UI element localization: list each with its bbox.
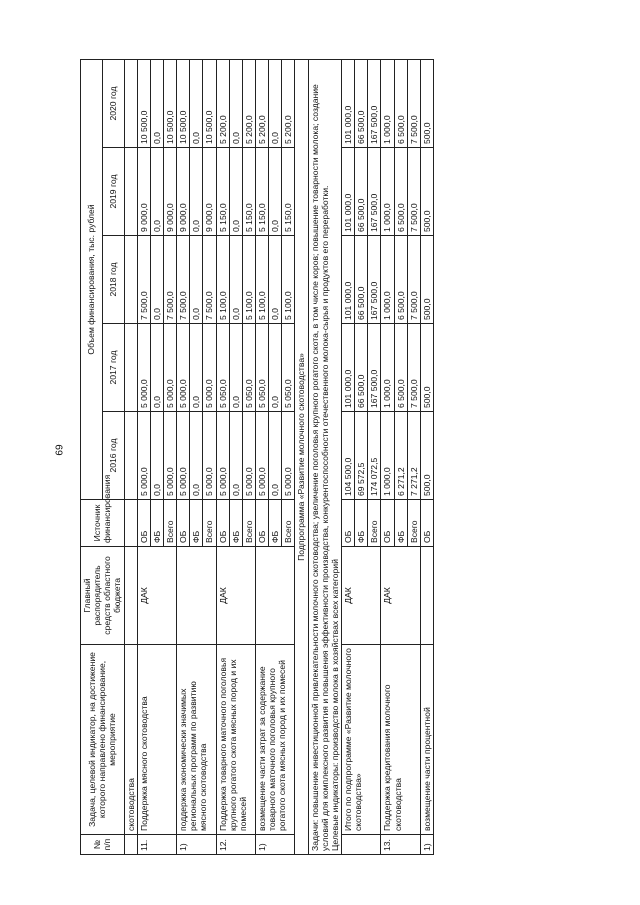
row-value: 1 000,0	[381, 148, 394, 236]
row-source: Всего	[368, 500, 381, 547]
row-value: 0,0	[229, 324, 242, 412]
row-number	[124, 835, 137, 855]
row-value: 5 200,0	[242, 60, 255, 148]
row-source: Всего	[203, 500, 216, 547]
row-value: 0,0	[190, 324, 203, 412]
row-value: 5 000,0	[137, 324, 150, 412]
subprogram-goals	[308, 60, 341, 855]
row-value: 7 500,0	[177, 236, 190, 324]
row-value: 500,0	[420, 412, 433, 500]
row-manager: ДАК	[381, 547, 420, 645]
row-value: 5 000,0	[255, 412, 268, 500]
row-value: 0,0	[150, 324, 163, 412]
row-value: 104 500,0	[341, 412, 354, 500]
row-value: 5 150,0	[216, 148, 229, 236]
row-value: 1 000,0	[381, 412, 394, 500]
row-value: 101 000,0	[341, 148, 354, 236]
table-row	[255, 60, 268, 855]
empty-cell	[124, 412, 137, 500]
row-value: 5 000,0	[282, 412, 295, 500]
header-year: 2017 год	[102, 324, 124, 412]
row-manager	[177, 547, 216, 645]
subprogram-title: Подпрограмма «Развитие молочного скотоводства»	[295, 60, 308, 855]
row-manager: ДАК	[216, 547, 255, 645]
row-value: 0,0	[190, 236, 203, 324]
row-value: 0,0	[190, 60, 203, 148]
row-source: ОБ	[255, 500, 268, 547]
row-value: 5 050,0	[255, 324, 268, 412]
row-value: 0,0	[229, 412, 242, 500]
table-row	[124, 60, 137, 855]
row-value: 5 050,0	[282, 324, 295, 412]
row-value: 7 500,0	[407, 236, 420, 324]
row-value: 101 000,0	[341, 324, 354, 412]
header-manager: Главный распорядитель средств областного бюджета	[81, 547, 125, 645]
row-manager	[420, 547, 433, 645]
row-value: 10 500,0	[163, 60, 176, 148]
subprogram-indicators: Целевые индикаторы: производство молока в хозяйствах всех категорий	[329, 559, 340, 851]
empty-cell	[124, 500, 137, 547]
empty-cell	[124, 148, 137, 236]
row-value: 0,0	[229, 148, 242, 236]
table-row	[137, 60, 150, 855]
table-row	[381, 60, 394, 855]
row-value: 7 271,2	[407, 412, 420, 500]
row-value: 7 500,0	[163, 236, 176, 324]
row-value: 0,0	[150, 236, 163, 324]
row-source: ОБ	[137, 500, 150, 547]
row-value: 5 150,0	[242, 148, 255, 236]
table-body-meat	[124, 60, 295, 855]
row-value: 5 150,0	[282, 148, 295, 236]
row-value: 0,0	[269, 236, 282, 324]
row-number: 11.	[137, 835, 176, 855]
row-source: ОБ	[341, 500, 354, 547]
row-manager: ДАК	[341, 547, 380, 645]
row-value: 5 200,0	[282, 60, 295, 148]
row-value: 0,0	[150, 60, 163, 148]
table-row	[216, 60, 229, 855]
row-value: 9 000,0	[203, 148, 216, 236]
row-value: 500,0	[420, 60, 433, 148]
row-value: 5 050,0	[216, 324, 229, 412]
row-source: ФБ	[229, 500, 242, 547]
row-value: 5 100,0	[255, 236, 268, 324]
header-year: 2018 год	[102, 236, 124, 324]
row-value: 167 500,0	[368, 236, 381, 324]
row-source: ОБ	[381, 500, 394, 547]
row-name: Поддержка кредитования молочного скотоводства	[381, 645, 420, 835]
row-value: 6 500,0	[394, 60, 407, 148]
table-row	[177, 60, 190, 855]
row-value: 7 500,0	[137, 236, 150, 324]
row-name: возмещение части затрат за содержание товарного маточного поголовья крупного рогатого скота мясных пород и их помесей	[255, 645, 294, 835]
row-number	[341, 835, 380, 855]
row-value: 10 500,0	[203, 60, 216, 148]
row-value: 1 000,0	[381, 236, 394, 324]
row-source: ФБ	[190, 500, 203, 547]
header-volume: Объем финансирования, тыс. рублей	[81, 60, 103, 500]
empty-cell	[124, 60, 137, 148]
row-name: Поддержка товарного маточного поголовья крупного рогатого скота мясных пород и их помесей	[216, 645, 255, 835]
table-row	[341, 60, 354, 855]
row-value: 5 000,0	[163, 412, 176, 500]
row-value: 5 200,0	[255, 60, 268, 148]
row-value: 6 500,0	[394, 324, 407, 412]
row-value: 5 000,0	[203, 324, 216, 412]
row-value: 69 572,5	[355, 412, 368, 500]
row-source: ФБ	[269, 500, 282, 547]
row-value: 0,0	[269, 324, 282, 412]
row-name: Итого по подпрограмме «Развитие молочного скотоводства»	[341, 645, 380, 835]
row-value: 9 000,0	[137, 148, 150, 236]
row-value: 0,0	[229, 236, 242, 324]
row-value: 66 500,0	[355, 236, 368, 324]
row-source: ФБ	[355, 500, 368, 547]
row-value: 5 000,0	[216, 412, 229, 500]
row-value: 500,0	[420, 236, 433, 324]
row-source: Всего	[163, 500, 176, 547]
row-name: Поддержка мясного скотоводства	[137, 645, 176, 835]
empty-cell	[124, 236, 137, 324]
row-value: 174 072,5	[368, 412, 381, 500]
row-value: 0,0	[190, 412, 203, 500]
row-source: Всего	[407, 500, 420, 547]
row-value: 10 500,0	[137, 60, 150, 148]
row-manager	[124, 547, 137, 645]
header-year: 2016 год	[102, 412, 124, 500]
row-value: 167 500,0	[368, 60, 381, 148]
row-value: 66 500,0	[355, 148, 368, 236]
row-manager: ДАК	[137, 547, 176, 645]
row-value: 6 500,0	[394, 236, 407, 324]
row-source: ОБ	[177, 500, 190, 547]
page-number: 69	[54, 444, 66, 456]
row-value: 7 500,0	[407, 324, 420, 412]
header-source: Источник финансирования	[81, 500, 125, 547]
row-value: 5 100,0	[216, 236, 229, 324]
row-value: 500,0	[420, 324, 433, 412]
row-value: 66 500,0	[355, 60, 368, 148]
row-value: 9 000,0	[177, 148, 190, 236]
rotated-page	[80, 60, 625, 855]
row-value: 6 271,2	[394, 412, 407, 500]
row-source: ФБ	[394, 500, 407, 547]
row-source: Всего	[282, 500, 295, 547]
row-source: ФБ	[150, 500, 163, 547]
row-value: 5 000,0	[177, 324, 190, 412]
row-value: 10 500,0	[177, 60, 190, 148]
row-value: 66 500,0	[355, 324, 368, 412]
header-no: № п/п	[81, 835, 125, 855]
row-value: 1 000,0	[381, 324, 394, 412]
row-source: ОБ	[216, 500, 229, 547]
row-value: 7 500,0	[407, 148, 420, 236]
row-value: 5 100,0	[242, 236, 255, 324]
row-value: 7 500,0	[407, 60, 420, 148]
row-value: 101 000,0	[341, 236, 354, 324]
subprogram-goal-text: Задачи: повышение инвестиционной привлекательности молочного скотоводства; увеличение поголовья крупного рогатого скота, в том числе коров; повышение товарности молока; создание условий для комплексного развития и повышения эффективности производства, конкурентоспособности отечественного молока-сырья и продуктов его переработки.	[309, 84, 330, 851]
header-task: Задача, целевой индикатор, на достижение которого направлено финансирование, мероприятие	[81, 645, 125, 835]
row-source: Всего	[242, 500, 255, 547]
row-value: 0,0	[150, 412, 163, 500]
empty-cell	[124, 324, 137, 412]
row-value: 0,0	[269, 60, 282, 148]
header-year: 2019 год	[102, 148, 124, 236]
row-value: 5 150,0	[255, 148, 268, 236]
row-value: 0,0	[229, 60, 242, 148]
row-value: 5 000,0	[177, 412, 190, 500]
table-header	[81, 60, 125, 855]
row-value: 500,0	[420, 148, 433, 236]
row-value: 167 500,0	[368, 148, 381, 236]
row-manager	[255, 547, 294, 645]
row-value: 5 100,0	[282, 236, 295, 324]
row-value: 167 500,0	[368, 324, 381, 412]
table-row	[420, 60, 433, 855]
row-name: скотоводства	[124, 645, 137, 835]
financing-table	[80, 59, 434, 855]
row-value: 1 000,0	[381, 60, 394, 148]
row-value: 101 000,0	[341, 60, 354, 148]
row-number: 1)	[255, 835, 294, 855]
row-number: 1)	[177, 835, 216, 855]
row-value: 5 000,0	[203, 412, 216, 500]
row-value: 5 050,0	[242, 324, 255, 412]
row-number: 1)	[420, 835, 433, 855]
row-value: 0,0	[190, 148, 203, 236]
row-value: 9 000,0	[163, 148, 176, 236]
header-year: 2020 год	[102, 60, 124, 148]
row-value: 5 200,0	[216, 60, 229, 148]
table-body-dairy	[341, 60, 433, 855]
row-value: 0,0	[269, 412, 282, 500]
row-name: возмещение части процентной	[420, 645, 433, 835]
row-value: 0,0	[269, 148, 282, 236]
row-number: 12.	[216, 835, 255, 855]
row-source: ОБ	[420, 500, 433, 547]
row-value: 7 500,0	[203, 236, 216, 324]
subprogram-block	[295, 60, 342, 855]
row-value: 6 500,0	[394, 148, 407, 236]
row-value: 5 000,0	[163, 324, 176, 412]
row-name: поддержка экономически значимых региональных программ по развитию мясного скотоводства	[177, 645, 216, 835]
row-value: 5 000,0	[242, 412, 255, 500]
row-value: 5 000,0	[137, 412, 150, 500]
row-number: 13.	[381, 835, 420, 855]
row-value: 0,0	[150, 148, 163, 236]
